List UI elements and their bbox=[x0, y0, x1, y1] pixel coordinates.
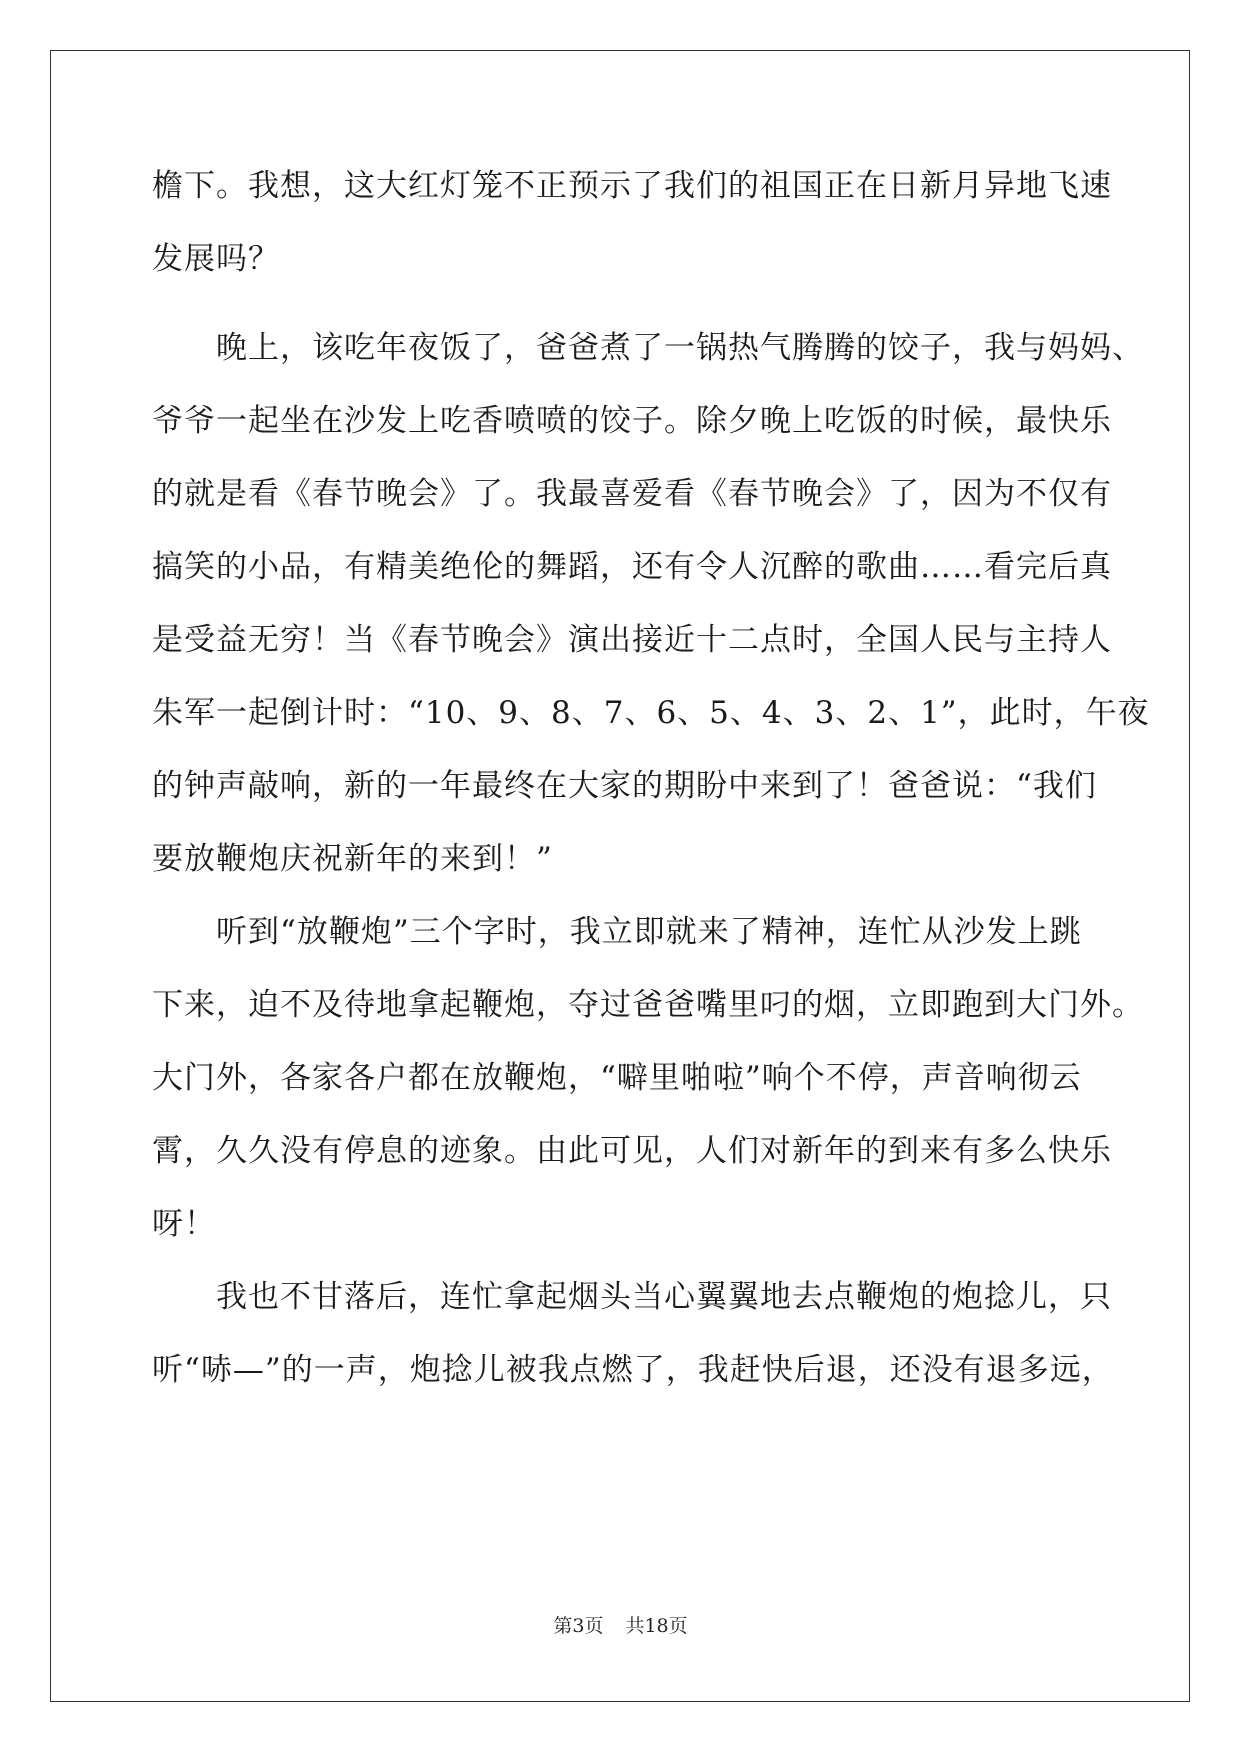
current-page-label: 第3页 bbox=[553, 1615, 604, 1637]
text-line: 要放鞭炮庆祝新年的来到！” bbox=[152, 841, 553, 877]
paragraph-first-line: 听到“放鞭炮”三个字时，我立即就来了精神，连忙从沙发上跳 bbox=[216, 914, 1082, 950]
text-line: 发展吗？ bbox=[152, 241, 280, 277]
text-line: 的就是看《春节晚会》了。我最喜爱看《春节晚会》了，因为不仅有 bbox=[152, 476, 1112, 512]
text-line: 檐下。我想，这大红灯笼不正预示了我们的祖国正在日新月异地飞速 bbox=[152, 168, 1112, 204]
paragraph-first-line: 我也不甘落后，连忙拿起烟头当心翼翼地去点鞭炮的炮捻儿，只 bbox=[216, 1279, 1112, 1315]
text-line: 下来，迫不及待地拿起鞭炮，夺过爸爸嘴里叼的烟，立即跑到大门外。 bbox=[152, 987, 1144, 1023]
paragraph-first-line: 晚上，该吃年夜饭了，爸爸煮了一锅热气腾腾的饺子，我与妈妈、 bbox=[216, 330, 1144, 366]
text-line: 霄，久久没有停息的迹象。由此可见，人们对新年的到来有多么快乐 bbox=[152, 1133, 1112, 1169]
text-line: 搞笑的小品，有精美绝伦的舞蹈，还有令人沉醉的歌曲……看完后真 bbox=[152, 549, 1112, 585]
text-line: 朱军一起倒计时：“10、9、8、7、6、5、4、3、2、1”，此时，午夜 bbox=[152, 695, 1150, 731]
page-footer bbox=[0, 1614, 1241, 1638]
text-line: 听“哧—”的一声，炮捻儿被我点燃了，我赶快后退，还没有退多远， bbox=[152, 1352, 1114, 1388]
text-line: 的钟声敲响，新的一年最终在大家的期盼中来到了！爸爸说：“我们 bbox=[152, 768, 1097, 804]
text-line: 爷爷一起坐在沙发上吃香喷喷的饺子。除夕晚上吃饭的时候，最快乐 bbox=[152, 403, 1112, 439]
text-line: 大门外，各家各户都在放鞭炮，“噼里啪啦”响个不停，声音响彻云 bbox=[152, 1060, 1082, 1096]
text-line: 呀！ bbox=[152, 1206, 216, 1242]
text-line: 是受益无穷！当《春节晚会》演出接近十二点时，全国人民与主持人 bbox=[152, 622, 1112, 658]
total-pages-label: 共18页 bbox=[625, 1615, 688, 1637]
